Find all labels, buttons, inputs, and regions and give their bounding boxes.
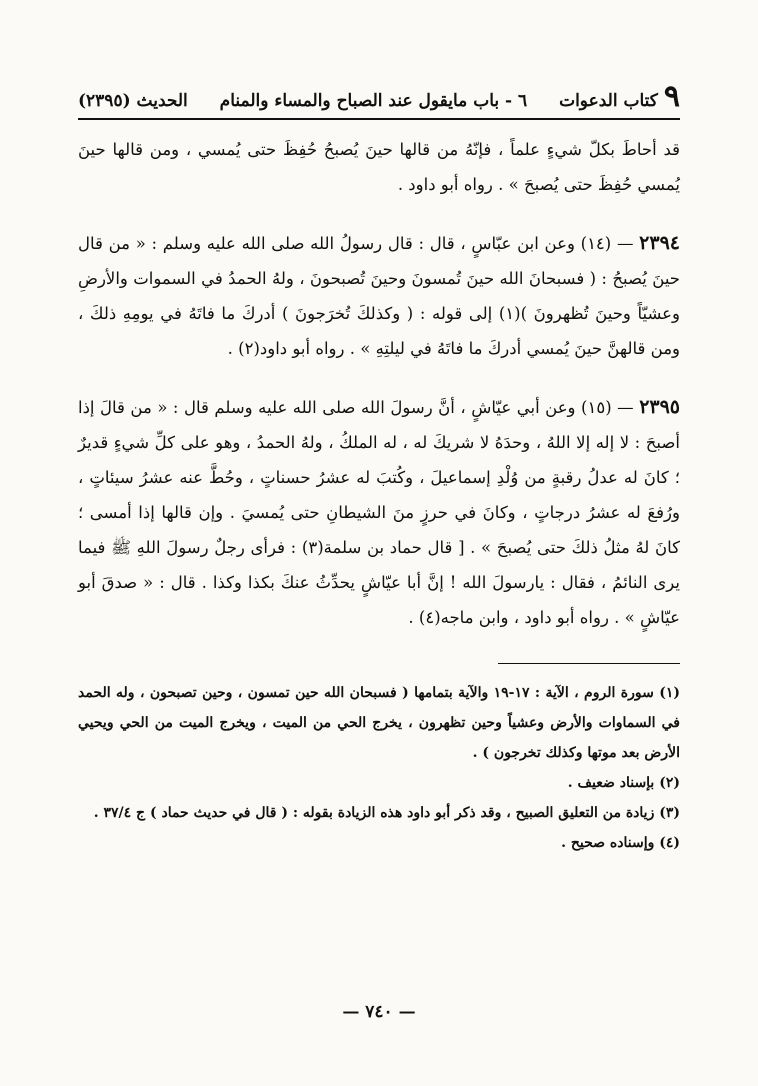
hadith-2394 [78,226,680,366]
footnotes [78,678,680,858]
hadith-2395 [78,390,680,635]
main-text [78,132,680,635]
hadith-text: — (١٥) وعن أبي عيّاشٍ ، أنَّ رسولَ الله صلى الله عليه وسلم قال : « من قالَ إذا أصبحَ : لا إله إلا اللهُ ، وحدَهُ لا شريكَ له ، له الملكُ ، ولهُ الحمدُ ، وهو على كلِّ شيءٍ قديرٌ ؛ كانَ له عدلُ رقبةٍ من وُلْدِ إسماعيلَ ، وكُتبَ له عشرُ حسناتٍ ، وحُطَّ عنه عشرُ سيئاتٍ ، ورُفعَ له عشرُ درجاتٍ ، وكانَ في حرزٍ منَ الشيطانِ حتى يُمسيَ . وإن قالها إذا أمسى ؛ كانَ لهُ مثلُ ذلكَ حتى يُصبحَ » . [ قال حماد بن سلمة(٣) : فرأى رجلٌ رسولَ اللهِ ﷺ فيما يرى النائمُ ، فقال : يارسولَ الله ! إنَّ أبا عيّاشٍ يحدِّثُ عنكَ بكذا وكذا . قال : « صدقَ أبو عيّاشٍ » . رواه أبو داود ، وابن ماجه(٤) . [78,398,680,627]
chapter-number: ٩ [663,79,680,114]
footnote-1: (١) سورة الروم ، الآية : ١٧-١٩ والآية بتمامها ( فسبحان الله حين تمسون ، وحين تصبحون ، وله الحمد في السماوات والأرض وعشياً وحين تظهرون ، يخرج الحي من الميت ، ويخرج الميت من الحي ويحيي الأرض بعد موتها وكذلك تخرجون ) . [78,685,680,761]
footnote-4: (٤) وإسناده صحيح . [561,835,680,851]
page-number: — ٧٤٠ — [342,1002,416,1022]
header-rule [78,118,680,120]
continuation-paragraph: قد أحاطَ بكلّ شيءٍ علماً ، فإنّهُ من قالها حينَ يُصبحُ حُفِظَ حتى يُمسي ، ومن قالها حينَ يُمسي حُفِظَ حتى يُصبحَ » . رواه أبو داود . [78,140,680,194]
running-header [78,79,680,118]
footnote-2: (٢) بإسناد ضعيف . [567,775,680,791]
footnote-rule [498,663,680,664]
hadith-label: الحديث (٢٣٩٥) [78,90,188,111]
hadith-number: ٢٣٩٥ [639,396,681,418]
section-title: ٦ - باب مايقول عند الصباح والمساء والمنام [219,90,528,111]
hadith-number: ٢٣٩٤ [639,232,680,254]
book-title: كتاب الدعوات [559,90,658,111]
footnote-3: (٣) زيادة من التعليق الصبيح ، وقد ذكر أبو داود هذه الزيادة بقوله : ( قال في حديث حماد ) ج ٣٧/٤ . [93,805,680,821]
hadith-text: — (١٤) وعن ابن عبّاسٍ ، قال : قال رسولُ الله صلى الله عليه وسلم : « من قال حينَ يُصبحُ : ( فسبحانَ الله حينَ تُمسونَ وحينَ تُصبحونَ ، ولهُ الحمدُ في السموات والأرضِ وعشيّاً وحينَ تُظهرونَ )(١) إلى قوله : ( وكذلكَ تُخرَجونَ ) أدركَ ما فاتَهُ في يومِهِ ذلكَ ، ومن قالهنَّ حينَ يُمسي أدركَ ما فاتَهُ في ليلتِهِ » . رواه أبو داود(٢) . [78,234,680,358]
header-book [559,79,680,114]
